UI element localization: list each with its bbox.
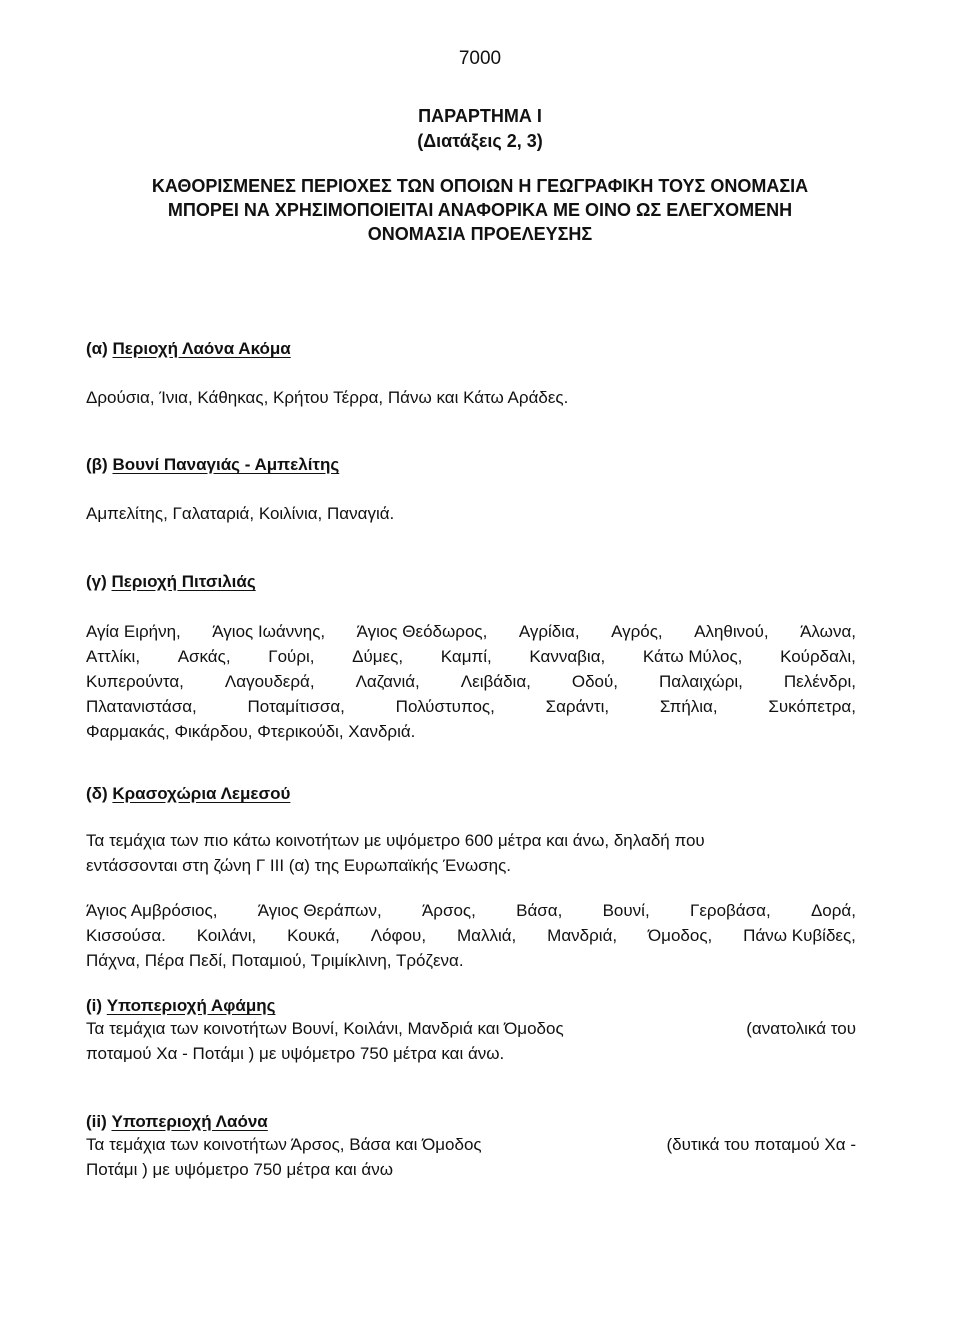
subsection-i-title — [86, 996, 856, 1016]
section-a-title — [86, 339, 856, 359]
village-name: Καμπί, — [440, 647, 492, 666]
subsection-ii-line-1 — [86, 1132, 856, 1157]
village-name: Πολύστυπος, — [395, 697, 495, 716]
heading-line-1: ΚΑΘΟΡΙΣΜΕΝΕΣ ΠΕΡΙΟΧΕΣ ΤΩΝ ΟΠΟΙΩΝ Η ΓΕΩΓΡΑΦΙΚΗ ΤΟΥΣ ΟΝΟΜΑΣΙΑ — [151, 176, 809, 196]
village-name: Αληθινού, — [694, 622, 769, 641]
subsection-i-line-2: ποταμού Χα - Ποτάμι ) με υψόμετρο 750 μέτρα και άνω. — [86, 1044, 505, 1063]
village-name: Άρσος, — [421, 901, 476, 920]
village-name: Άγιος Θεράπων, — [257, 901, 382, 920]
text-segment: (δυτικά του ποταμού Χα - — [666, 1135, 856, 1154]
section-c — [86, 572, 856, 592]
subsection-i-marker: (i) — [86, 996, 103, 1015]
text-segment: Τα τεμάχια των κοινοτήτων Άρσος, Βάσα και Όμοδος — [86, 1135, 482, 1154]
text-segment: Τα τεμάχια των κοινοτήτων Βουνί, Κοιλάνι, Μανδριά και Όμοδος — [86, 1019, 564, 1038]
subsection-ii-marker: (ii) — [86, 1112, 107, 1131]
village-name: Σπήλια, — [659, 697, 718, 716]
annex-header — [0, 104, 960, 154]
village-name: Αγρίδια, — [518, 622, 580, 641]
village-name: Σαράντι, — [545, 697, 610, 716]
section-c-line-3 — [86, 669, 856, 694]
annex-title: ΠΑΡΑΡΤΗΜΑ Ι — [418, 106, 542, 126]
village-name: Μαλλιά, — [456, 926, 517, 945]
village-name: Παλαιχώρι, — [659, 672, 743, 691]
village-name: Πλατανιστάσα, — [86, 697, 197, 716]
village-name: Γούρι, — [268, 647, 315, 666]
section-c-line-5: Φαρμακάς, Φικάρδου, Φτερικούδι, Χανδριά. — [86, 722, 416, 741]
section-d-villages — [86, 898, 856, 973]
section-d-intro — [86, 828, 856, 878]
heading-line-2: ΜΠΟΡΕΙ ΝΑ ΧΡΗΣΙΜΟΠΟΙΕΙΤΑΙ ΑΝΑΦΟΡΙΚΑ ΜΕ ΟΙΝΟ ΩΣ ΕΛΕΓΧΟΜΕΝΗ — [167, 200, 793, 220]
village-name: Λαγουδερά, — [224, 672, 315, 691]
village-name: Άγιος Θεόδωρος, — [356, 622, 488, 641]
village-name: Γεροβάσα, — [689, 901, 771, 920]
section-c-marker: (γ) — [86, 572, 107, 591]
village-name: Αττλίκι, — [86, 647, 141, 666]
village-name: Κυπερούντα, — [86, 672, 184, 691]
section-d-heading: Κρασοχώρια Λεμεσού — [112, 784, 291, 803]
page-number: 7000 — [458, 48, 502, 69]
village-name: Αγία Ειρήνη, — [86, 622, 181, 641]
section-a-heading: Περιοχή Λαόνα Ακόμα — [112, 339, 291, 358]
subsection-ii — [86, 1112, 856, 1182]
section-c-villages — [86, 619, 856, 744]
subsection-ii-line-2: Ποτάμι ) με υψόμετρο 750 μέτρα και άνω — [86, 1160, 393, 1179]
subsection-ii-title — [86, 1112, 856, 1132]
text-segment: (ανατολικά του — [746, 1019, 856, 1038]
village-name: Βάσα, — [516, 901, 563, 920]
annex-provisions: (Διατάξεις 2, 3) — [417, 131, 543, 151]
village-name: Λειβάδια, — [460, 672, 531, 691]
section-b-title — [86, 455, 856, 475]
section-c-heading: Περιοχή Πιτσιλιάς — [111, 572, 256, 591]
subsection-i — [86, 996, 856, 1066]
village-name: Άγιος Αμβρόσιος, — [86, 901, 218, 920]
village-name: Πάνω Κυβίδες, — [743, 926, 856, 945]
section-a — [86, 339, 856, 359]
section-d-marker: (δ) — [86, 784, 108, 803]
section-d-title — [86, 784, 856, 804]
section-b-text: Αμπελίτης, Γαλαταριά, Κοιλίνια, Παναγιά. — [86, 504, 395, 523]
section-d-villages-line-3: Πάχνα, Πέρα Πεδί, Ποταμιού, Τριμίκλινη, Τρόζενα. — [86, 951, 464, 970]
village-name: Αγρός, — [611, 622, 663, 641]
village-name: Οδού, — [571, 672, 619, 691]
section-d — [86, 784, 856, 804]
village-name: Ασκάς, — [177, 647, 231, 666]
subsection-i-heading: Υποπεριοχή Αφάμης — [106, 996, 276, 1015]
village-name: Όμοδος, — [648, 926, 713, 945]
village-name: Άλωνα, — [800, 622, 856, 641]
village-name: Λόφου, — [370, 926, 427, 945]
section-b — [86, 455, 856, 475]
village-name: Κοιλάνι, — [196, 926, 257, 945]
section-b-heading: Βουνί Παναγιάς - Αμπελίτης — [112, 455, 340, 474]
subsection-i-line-1 — [86, 1016, 856, 1041]
section-c-title — [86, 572, 856, 592]
village-name: Κάτω Μύλος, — [642, 647, 743, 666]
subsection-ii-heading: Υποπεριοχή Λαόνα — [111, 1112, 268, 1131]
section-c-line-4 — [86, 694, 856, 719]
village-name: Δορά, — [810, 901, 856, 920]
village-name: Συκόπετρα, — [768, 697, 856, 716]
village-name: Λαζανιά, — [355, 672, 420, 691]
village-name: Ποταμίτισσα, — [247, 697, 345, 716]
section-c-line-2 — [86, 644, 856, 669]
village-name: Μανδριά, — [547, 926, 618, 945]
section-a-text: Δρούσια, Ίνια, Κάθηκας, Κρήτου Τέρρα, Πάνω και Κάτω Αράδες. — [86, 388, 569, 407]
section-c-line-1 — [86, 619, 856, 644]
village-name: Κουκά, — [287, 926, 340, 945]
document-heading — [0, 174, 960, 246]
village-name: Βουνί, — [602, 901, 650, 920]
village-name: Δύμες, — [352, 647, 404, 666]
section-d-villages-line-2 — [86, 923, 856, 948]
section-a-marker: (α) — [86, 339, 108, 358]
village-name: Κισσούσα. — [86, 926, 166, 945]
section-d-intro-line-1: Τα τεμάχια των πιο κάτω κοινοτήτων με υψόμετρο 600 μέτρα και άνω, δηλαδή που — [86, 831, 705, 850]
section-d-villages-line-1 — [86, 898, 856, 923]
section-d-intro-line-2: εντάσσονται στη ζώνη Γ ΙΙΙ (α) της Ευρωπαϊκής Ένωσης. — [86, 856, 512, 875]
village-name: Πελένδρι, — [783, 672, 856, 691]
section-b-marker: (β) — [86, 455, 108, 474]
village-name: Κούρδαλι, — [780, 647, 856, 666]
village-name: Άγιος Ιωάννης, — [212, 622, 326, 641]
village-name: Κανναβια, — [529, 647, 606, 666]
heading-line-3: ΟΝΟΜΑΣΙΑ ΠΡΟΕΛΕΥΣΗΣ — [367, 224, 593, 244]
